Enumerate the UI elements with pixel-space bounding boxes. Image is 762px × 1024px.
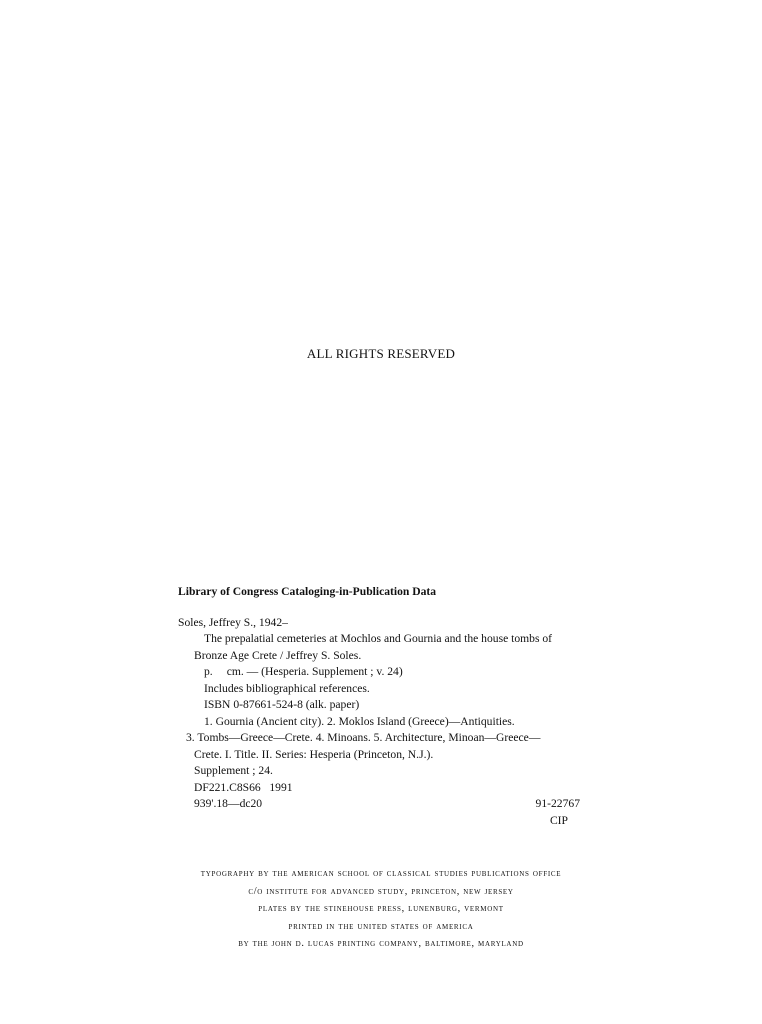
cip-author: Soles, Jeffrey S., 1942– — [178, 615, 288, 629]
cip-dewey-number: 939'.18—dc20 — [194, 797, 263, 810]
cip-title-line-2: Bronze Age Crete / Jeffrey S. Soles. — [194, 648, 362, 662]
colophon-plates: plates by the stinehouse press, lunenburg, vermont — [258, 903, 504, 915]
colophon — [0, 865, 762, 953]
colophon-typography: typography by the american school of classical studies publications office — [200, 868, 562, 879]
cip-series-statement: cm. — (Hesperia. Supplement ; v. 24) — [226, 665, 403, 678]
cip-bibliography-note: Includes bibliographical references. — [204, 681, 370, 695]
cip-pages-abbrev: p. — [204, 665, 213, 678]
colophon-printed-in: printed in the united states of america — [288, 920, 474, 932]
cip-subjects-line-1: 1. Gournia (Ancient city). 2. Moklos Island (Greece)—Antiquities. — [204, 714, 515, 728]
cip-title-line-1: The prepalatial cemeteries at Mochlos and Gournia and the house tombs of — [204, 632, 553, 645]
cip-lc-call-number: DF221.C8S66 1991 — [194, 780, 293, 794]
rights-reserved-notice: ALL RIGHTS RESERVED — [306, 346, 456, 361]
colophon-institute: c/o institute for advanced study, princeton, new jersey — [248, 885, 514, 897]
cip-mark: CIP — [549, 813, 568, 827]
colophon-printer: by the john d. lucas printing company, baltimore, maryland — [238, 938, 524, 950]
cip-data-block — [178, 584, 580, 829]
cip-subjects-line-3: Crete. I. Title. II. Series: Hesperia (Princeton, N.J.). — [194, 747, 434, 761]
cip-subjects-line-2: 3. Tombs—Greece—Crete. 4. Minoans. 5. Architecture, Minoan—Greece— — [186, 731, 541, 744]
cip-heading: Library of Congress Cataloging-in-Publication Data — [178, 585, 437, 598]
cip-lccn: 91-22767 — [535, 797, 580, 810]
cip-physical-description — [178, 664, 580, 681]
cip-classification-row — [178, 796, 580, 813]
cip-isbn: ISBN 0-87661-524-8 (alk. paper) — [204, 698, 360, 711]
cip-subjects-line-4: Supplement ; 24. — [194, 764, 273, 777]
